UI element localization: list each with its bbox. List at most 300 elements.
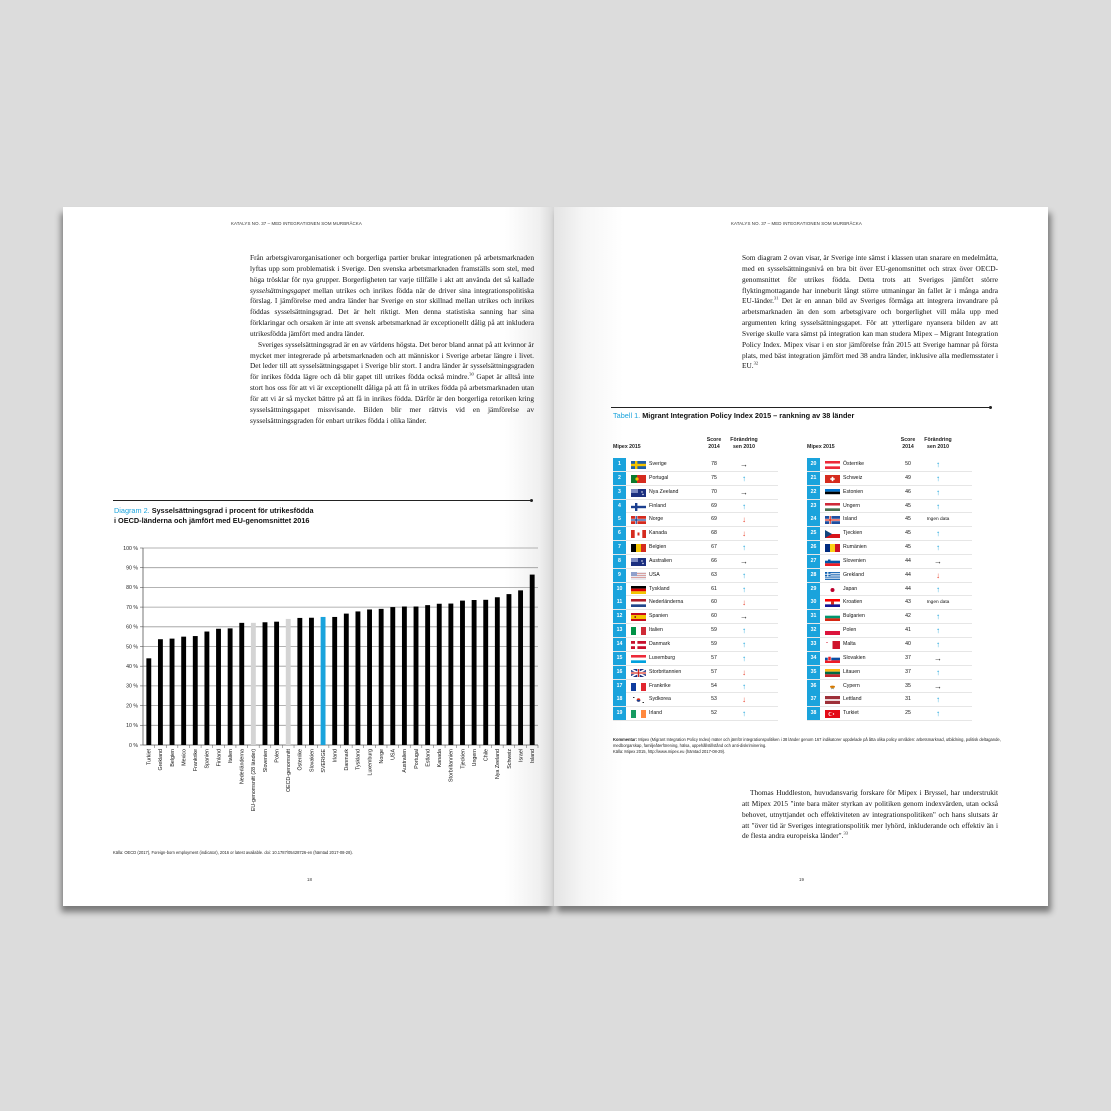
column-header-score <box>704 437 724 450</box>
country-name: Malta <box>843 640 856 647</box>
x-tick-label: Norge <box>378 749 385 764</box>
x-tick-label: Italien <box>227 749 234 764</box>
bar <box>530 575 535 745</box>
x-tick-label: Nya Zeeland <box>495 749 502 780</box>
arrow-right-icon: → <box>934 556 942 566</box>
country-name: Tjeckien <box>843 530 863 537</box>
y-tick-label: 10 % <box>126 723 138 730</box>
y-tick-label: 60 % <box>126 624 138 631</box>
country-name: Danmark <box>649 640 671 647</box>
bar <box>483 600 488 745</box>
country-name: Grekland <box>843 571 865 578</box>
x-tick-label: Slovakien <box>309 749 316 772</box>
page-number: 18 <box>307 877 312 882</box>
change-text: Ingen data <box>926 517 950 523</box>
text-span: Det är en annan bild av Sveriges förmåga att integrera invandrare på arbetsmarknaden än den som arbetsgivare och borgerlighet vill måla upp med argumenten kring sysselsättningsgapet. För att ytterligare nyansera bilden av att Sverige skulle vara sämst på integration kan man studera Mipex – Migrant Integration Policy Index. Mipex visar i en stor jämförelse från 2015 att Sverige hamnar på första plats, med bäst integration jämfört med 38 andra länder, inklusive alla medlemsstater i EU. <box>742 296 998 371</box>
y-tick-label: 20 % <box>126 703 138 710</box>
rank-badge: 33 <box>807 638 820 651</box>
x-tick-label: Mexico <box>181 749 188 766</box>
flag-hu-icon <box>825 503 840 511</box>
table-comment <box>613 737 1003 755</box>
x-tick-label: SVERIGE <box>320 749 327 773</box>
y-tick-label: 30 % <box>126 683 138 690</box>
column-header-change <box>920 437 956 450</box>
x-tick-label: EU-genomsnitt (28 länder) <box>251 749 258 812</box>
x-tick-label: Spanien <box>204 749 211 769</box>
flag-ee-icon <box>825 489 840 497</box>
y-tick-label: 80 % <box>126 585 138 592</box>
rank-badge: 28 <box>807 569 820 582</box>
bar <box>367 609 372 745</box>
flag-es-icon <box>631 613 646 621</box>
italic-term: sysselsättningsgapet <box>250 285 310 295</box>
arrow-up-icon: ↑ <box>742 681 746 691</box>
rank-badge: 38 <box>807 707 820 720</box>
country-name: Sydkorea <box>649 696 671 703</box>
bar <box>495 597 500 745</box>
table-row <box>807 638 972 652</box>
score-value: 78 <box>711 461 717 467</box>
figure-title-line: Sysselsättningsgrad i procent för utrikesfödda <box>149 506 314 515</box>
x-tick-label: Belgien <box>169 749 176 767</box>
country-name: Sverige <box>649 461 667 467</box>
score-value: 37 <box>905 668 911 675</box>
table-row <box>613 624 778 638</box>
flag-gr-icon <box>825 572 840 580</box>
x-tick-label: Tyskland <box>355 749 362 770</box>
bar <box>402 607 407 745</box>
body-text <box>742 253 998 372</box>
flag-ro-icon <box>825 544 840 552</box>
y-tick-label: 70 % <box>126 604 138 611</box>
score-value: 66 <box>711 557 717 564</box>
rank-badge: 3 <box>613 486 626 499</box>
arrow-up-icon: ↑ <box>936 543 940 553</box>
flag-kr-icon <box>631 696 646 704</box>
arrow-up-icon: ↑ <box>742 653 746 663</box>
arrow-up-icon: ↑ <box>936 667 940 677</box>
x-tick-label: Danmark <box>344 749 351 771</box>
arrow-up-icon: ↑ <box>936 695 940 705</box>
flag-is-icon <box>825 516 840 524</box>
rank-badge: 11 <box>613 596 626 609</box>
table-label: Tabell 1. <box>613 411 641 420</box>
table-row <box>613 569 778 583</box>
flag-lv-icon <box>825 696 840 704</box>
bar <box>193 636 198 745</box>
flag-bg-icon <box>825 613 840 621</box>
arrow-up-icon: ↑ <box>936 584 940 594</box>
bar <box>146 658 151 745</box>
country-name: Norge <box>649 516 664 523</box>
table-row <box>613 652 778 666</box>
country-name: Schweiz <box>843 474 863 481</box>
table-row <box>613 707 778 721</box>
rank-badge: 27 <box>807 555 820 568</box>
table-row <box>613 458 778 472</box>
y-tick-label: 40 % <box>126 664 138 670</box>
country-name: Slovenien <box>843 557 866 564</box>
country-name: Frankrike <box>649 682 671 689</box>
header-line: sen 2010 <box>927 443 949 450</box>
y-tick-label: 0 % <box>129 742 138 749</box>
flag-cy-icon <box>825 683 840 691</box>
rank-badge: 18 <box>613 693 626 706</box>
rank-badge: 29 <box>807 583 820 596</box>
country-name: Rumänien <box>843 544 867 551</box>
country-name: USA <box>649 571 660 578</box>
country-name: Österrike <box>843 461 865 467</box>
score-value: 52 <box>711 710 717 717</box>
comment-label: Kommentar: <box>613 737 638 742</box>
text-span: Thomas Huddleston, huvudansvarig forskare för Mipex i Bryssel, har understrukit att Mipex 2015 "inte bara mäter styrkan av politiken genom indexvärden, utan också behovet, utnyttjandet och effektiviteten av integrationspolitiken" och hans slutsats är att "över tid är Sveriges integrationspolitik mer lyhörd, inkluderande och effektiv än i de flesta andra europeiska länder". <box>742 788 998 841</box>
column-header-mipex: Mipex 2015 <box>613 444 641 450</box>
country-name: Kanada <box>649 530 667 537</box>
flag-fi-icon <box>631 503 646 511</box>
flag-sk-icon <box>825 655 840 663</box>
rank-badge: 32 <box>807 624 820 637</box>
score-value: 43 <box>905 599 911 606</box>
x-tick-label: Irland <box>332 749 339 763</box>
bar <box>228 628 233 745</box>
x-tick-label: Schweiz <box>506 749 513 769</box>
flag-jp-icon <box>825 586 840 594</box>
arrow-down-icon: ↓ <box>742 667 746 677</box>
flag-fr-icon <box>631 683 646 691</box>
running-head: KATALYS NO. 37 – MED INTEGRATIONEN SOM MURBRÄCKA <box>731 221 862 226</box>
x-tick-label: Finland <box>216 749 223 767</box>
table-row <box>807 610 972 624</box>
page-number: 19 <box>799 877 804 882</box>
score-value: 59 <box>711 640 717 647</box>
flag-pt-icon <box>631 475 646 483</box>
bar <box>448 604 453 745</box>
country-name: Luxemburg <box>649 654 675 661</box>
table-row <box>807 652 972 666</box>
text-span: Sveriges sysselsättningsgrad är en av världens högsta. Det beror bland annat på att kvinnor är mycket mer integrerade på arbetsmarknaden och att människor i Sverige arbetar längre i livet. Det leder till att sysselsättningsgapet i Sverige blir stort. I andra länder är sysselsättningsgraden för inrikes födda lägre och då blir gapet till utrikes födda också mindre. <box>250 339 534 382</box>
score-value: 42 <box>905 613 911 620</box>
arrow-down-icon: ↓ <box>742 695 746 705</box>
table-title-text: Migrant Integration Policy Index 2015 – rankning av 38 länder <box>640 411 855 420</box>
x-tick-label: Tjeckien <box>460 749 467 769</box>
x-tick-label: Nederländerna <box>239 749 246 785</box>
bar <box>332 617 337 745</box>
x-tick-label: Slovenien <box>262 749 269 773</box>
bar <box>390 607 395 745</box>
rank-badge: 14 <box>613 638 626 651</box>
bar <box>170 639 175 745</box>
y-tick-label: 100 % <box>123 545 138 552</box>
table-row <box>613 472 778 486</box>
flag-nz-icon <box>631 489 646 497</box>
score-value: 44 <box>905 557 911 564</box>
bar <box>414 607 419 745</box>
flag-gb-icon <box>631 669 646 677</box>
arrow-up-icon: ↑ <box>936 639 940 649</box>
table-row <box>613 541 778 555</box>
figure-label: Diagram 2. <box>114 506 150 515</box>
rank-badge: 19 <box>613 707 626 720</box>
table-row <box>807 569 972 583</box>
rank-badge: 12 <box>613 610 626 623</box>
arrow-up-icon: ↑ <box>742 473 746 483</box>
bar <box>239 623 244 745</box>
score-value: 67 <box>711 544 717 551</box>
footnote-ref[interactable]: 30 <box>469 371 474 377</box>
score-value: 60 <box>711 613 717 620</box>
score-value: 31 <box>905 696 911 703</box>
rank-badge: 9 <box>613 569 626 582</box>
arrow-up-icon: ↑ <box>742 570 746 580</box>
flag-pl-icon <box>825 627 840 635</box>
score-value: 50 <box>905 461 911 467</box>
header-line: 2014 <box>902 443 914 450</box>
country-name: Storbritannien <box>649 668 682 675</box>
arrow-down-icon: ↓ <box>936 570 940 580</box>
header-line: Förändring <box>730 437 758 443</box>
rank-badge: 4 <box>613 500 626 513</box>
table-row <box>807 486 972 500</box>
x-tick-label: Luxemburg <box>367 749 374 776</box>
score-value: 70 <box>711 488 717 495</box>
bar <box>263 622 268 745</box>
table-row <box>807 707 972 721</box>
country-name: Irland <box>649 710 662 717</box>
header-line: Score <box>900 437 916 443</box>
arrow-up-icon: ↑ <box>936 709 940 719</box>
country-name: Australien <box>649 557 673 564</box>
rank-badge: 37 <box>807 693 820 706</box>
flag-hr-icon <box>825 599 840 607</box>
score-value: 25 <box>905 710 911 717</box>
header-line: Förändring <box>924 437 952 443</box>
arrow-down-icon: ↓ <box>742 598 746 608</box>
table-row <box>807 527 972 541</box>
score-value: 35 <box>905 682 911 689</box>
arrow-up-icon: ↑ <box>742 709 746 719</box>
column-header-score <box>898 437 918 450</box>
y-tick-label: 90 % <box>126 565 138 572</box>
ranking-table-right <box>807 458 972 721</box>
table-row <box>613 680 778 694</box>
country-name: Tyskland <box>649 585 670 592</box>
score-value: 44 <box>905 571 911 578</box>
score-value: 45 <box>905 544 911 551</box>
table-row <box>613 693 778 707</box>
flag-it-icon <box>631 627 646 635</box>
table-title <box>613 411 1003 421</box>
bar <box>297 618 302 745</box>
arrow-right-icon: → <box>740 556 748 566</box>
x-tick-label: Kanada <box>437 749 444 768</box>
arrow-up-icon: ↑ <box>936 473 940 483</box>
rank-badge: 23 <box>807 500 820 513</box>
flag-si-icon <box>825 558 840 566</box>
country-name: Italien <box>649 627 663 634</box>
bar <box>355 611 360 745</box>
score-value: 37 <box>905 654 911 661</box>
footnote-ref[interactable]: 32 <box>753 361 759 366</box>
bar <box>321 617 326 745</box>
bar <box>460 601 465 745</box>
score-value: 60 <box>711 599 717 606</box>
table-row <box>613 513 778 527</box>
score-value: 44 <box>905 585 911 592</box>
flag-lt-icon <box>825 669 840 677</box>
arrow-up-icon: ↑ <box>936 460 940 469</box>
bar <box>379 609 384 745</box>
score-value: 63 <box>711 571 717 578</box>
bar <box>204 632 209 745</box>
arrow-up-icon: ↑ <box>742 584 746 594</box>
bar <box>344 614 349 745</box>
rank-badge: 16 <box>613 666 626 679</box>
table-row <box>807 680 972 694</box>
footnote-ref[interactable]: 33 <box>843 830 848 836</box>
country-name: Island <box>843 516 857 523</box>
paragraph <box>742 788 998 842</box>
figure-source: Källa: OECD (2017), Foreign-born employment (indicator), 2016 or latest available. doi: 10.1787/05428726-en (hämtad 2017-08-28). <box>113 850 353 855</box>
country-name: Litauen <box>843 668 861 675</box>
score-value: 54 <box>711 682 717 689</box>
footnote-ref[interactable]: 31 <box>774 295 779 301</box>
table-row <box>807 555 972 569</box>
rank-badge: 36 <box>807 680 820 693</box>
x-tick-label: Polen <box>274 749 281 763</box>
table-row <box>613 500 778 514</box>
score-value: 41 <box>905 627 911 634</box>
rank-badge: 25 <box>807 527 820 540</box>
flag-se-icon <box>631 461 646 469</box>
table-row <box>807 596 972 610</box>
text-span: Gapet är alltså inte stort hos oss för att vi är exceptionellt dåliga på att få in utrikes födda på arbetsmarknaden utan för att vi är så mycket bättre på att få in inrikes födda. Därför är den borgerliga retoriken kring sysselsättningsgapet missvisande. Bilden blir mer rättvis vid en jämförelse av sysselsättningsgraden för enbart utrikes födda i olika länder. <box>250 372 534 425</box>
body-text <box>250 253 534 427</box>
score-value: 69 <box>711 502 717 509</box>
rank-badge: 6 <box>613 527 626 540</box>
country-name: Japan <box>843 585 858 592</box>
rank-badge: 22 <box>807 486 820 499</box>
x-tick-label: OECD-genomsnitt <box>286 749 293 792</box>
arrow-up-icon: ↑ <box>742 501 746 511</box>
arrow-right-icon: → <box>934 653 942 663</box>
x-tick-label: Ungern <box>471 749 478 767</box>
bar <box>216 629 221 745</box>
x-tick-label: Turkiet <box>146 749 153 765</box>
bar <box>158 639 163 745</box>
table-row <box>807 666 972 680</box>
score-value: 40 <box>905 640 911 647</box>
flag-ca-icon <box>631 530 646 538</box>
bar <box>425 605 430 745</box>
comment-text: Mipex (Migrant Integration Policy Index) mäter och jämför integrationspolitiken i 38 länder genom 167 indikatorer uppdelade på åtta olika policy områden: arbetsmarknad, utbildning, politisk deltagande, medborgarskap, familjeåterförening, hälsa, uppehållstillstånd och anti-diskriminering. <box>613 737 1001 749</box>
bar <box>437 604 442 745</box>
rank-badge: 30 <box>807 596 820 609</box>
bar <box>518 590 523 745</box>
table-row <box>807 500 972 514</box>
flag-au-icon <box>631 558 646 566</box>
flag-dk-icon <box>631 641 646 649</box>
table-row <box>807 513 972 527</box>
arrow-down-icon: ↓ <box>742 515 746 525</box>
flag-ch-icon <box>825 475 840 483</box>
arrow-up-icon: ↑ <box>936 487 940 497</box>
rank-badge: 20 <box>807 458 820 471</box>
arrow-up-icon: ↑ <box>742 626 746 636</box>
column-header-change <box>726 437 762 450</box>
table-row <box>807 541 972 555</box>
rank-badge: 34 <box>807 652 820 665</box>
score-value: 61 <box>711 585 717 592</box>
header-line: 2014 <box>708 443 720 450</box>
table-row <box>613 610 778 624</box>
bar <box>181 637 186 745</box>
body-text <box>742 788 998 842</box>
table-row <box>613 555 778 569</box>
text-span: Från arbetsgivarorganisationer och borgerliga partier brukar integrationen på arbetsmarknaden lyftas upp som problematisk i Sverige. Den svenska arbetsmarknaden framställs som stel, med höga trösklar för nya grupper. Borgerligheten tar varje tillfälle i akt att använda det så kallade <box>250 253 534 284</box>
country-name: Cypern <box>843 682 860 689</box>
table-row <box>807 472 972 486</box>
bar <box>507 594 512 745</box>
flag-de-icon <box>631 586 646 594</box>
rank-badge: 17 <box>613 680 626 693</box>
x-tick-label: Portugal <box>413 749 420 769</box>
section-rule <box>113 500 532 501</box>
table-row <box>613 596 778 610</box>
paragraph <box>250 253 534 340</box>
score-value: 75 <box>711 474 717 481</box>
text-span: mellan utrikes och inrikes födda när de driver sina integrationspolitiska förslag. I jämförelse med andra länder har Sverige en stor skillnad mellan utrikes och inrikes föddas sysselsättningsgrad. Det är helt riktigt. Men denna statistiska sanning har sina förklaringar och orsaken är inte att svensk arbetsmarknad är exceptionellt dålig på att inkludera utrikesfödda jämfört med andra länder. <box>250 285 534 338</box>
x-tick-label: Storbritannien <box>448 749 455 782</box>
rank-badge: 15 <box>613 652 626 665</box>
flag-cz-icon <box>825 530 840 538</box>
x-tick-label: Island <box>529 749 536 764</box>
x-tick-label: Australien <box>402 749 409 773</box>
country-name: Slovakien <box>843 654 866 661</box>
change-text: Ingen data <box>926 600 950 606</box>
bar <box>251 623 256 745</box>
paragraph <box>742 253 998 372</box>
arrow-up-icon: ↑ <box>742 639 746 649</box>
rank-badge: 7 <box>613 541 626 554</box>
country-name: Portugal <box>649 474 669 481</box>
text-span: Som diagram 2 ovan visar, är Sverige inte sämst i klassen utan snarare en medelmåtta, med en sysselsättningsnivå en bra bit över EU-genomsnittet och strax över OECD-genomsnittet för utrikes födda. Detta trots att Sveriges jämfört större flyktingmottagande har inneburit långt större utmaningar än fallet är i många andra EU-länder. <box>742 253 998 306</box>
bar <box>274 622 279 745</box>
arrow-right-icon: → <box>740 460 748 469</box>
score-value: 59 <box>711 627 717 634</box>
header-line: Score <box>706 437 722 443</box>
flag-us-icon <box>631 572 646 580</box>
table-row <box>613 666 778 680</box>
table-row <box>807 458 972 472</box>
table-row <box>613 486 778 500</box>
bar <box>286 619 291 745</box>
flag-ie-icon <box>631 710 646 718</box>
flag-no-icon <box>631 516 646 524</box>
x-tick-label: Chile <box>483 749 490 762</box>
score-value: 45 <box>905 530 911 537</box>
x-tick-label: Israel <box>518 749 525 762</box>
section-rule <box>611 407 991 408</box>
country-name: Ungern <box>843 502 861 509</box>
arrow-up-icon: ↑ <box>936 612 940 622</box>
y-tick-label: 50 % <box>126 644 138 651</box>
table-row <box>807 583 972 597</box>
right-page <box>554 207 1048 906</box>
figure-title-line: i OECD-länderna och jämfört med EU-genomsnittet 2016 <box>114 516 310 525</box>
arrow-up-icon: ↑ <box>936 529 940 539</box>
arrow-up-icon: ↑ <box>936 501 940 511</box>
ranking-table-left <box>613 458 778 721</box>
